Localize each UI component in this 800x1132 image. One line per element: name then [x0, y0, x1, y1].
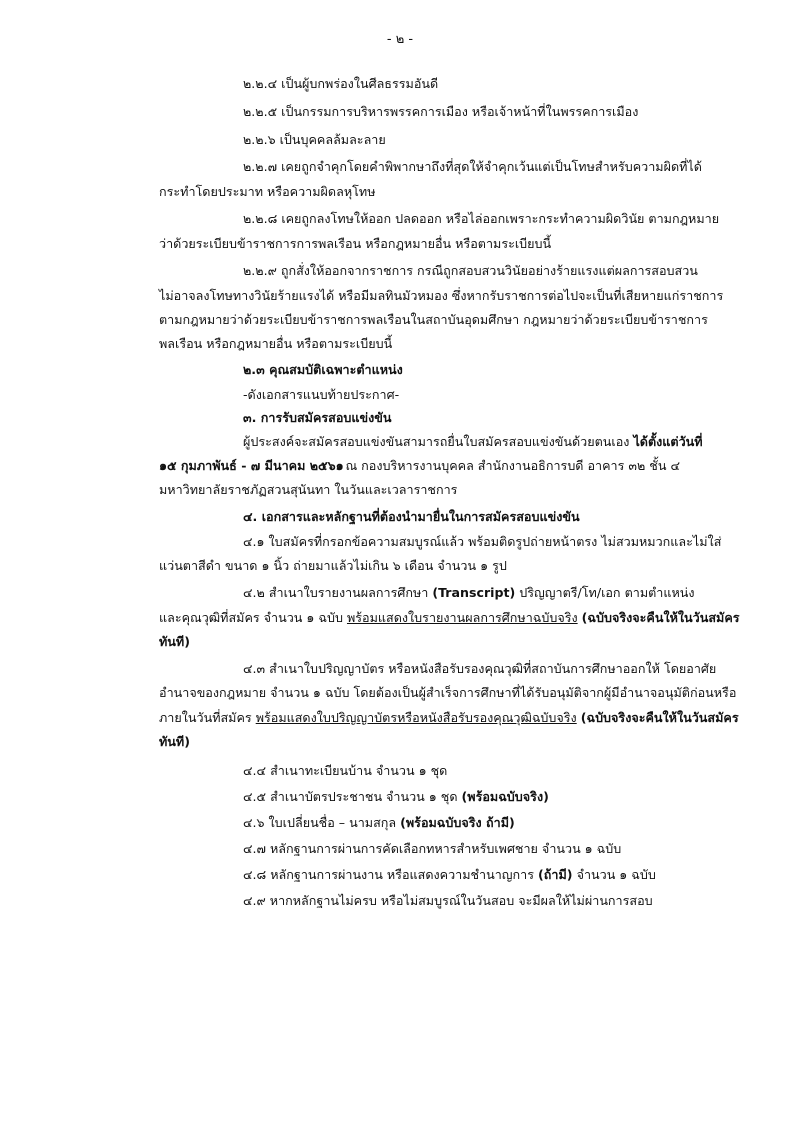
item-4-1-line2: แว่นตาสีดำ ขนาด ๑ นิ้ว ถ่ายมาแล้วไม่เกิน ๖ เดือน จำนวน ๑ รูป — [159, 558, 507, 573]
item-4-3-line1: ๔.๓ สำเนาใบปริญญาบัตร หรือหนังสือรับรองคุณวุฒิที่สถาบันการศึกษาออกให้ โดยอาศัย — [243, 661, 717, 676]
section-2-3-heading: ๒.๓ คุณสมบัติเฉพาะตำแหน่ง — [243, 362, 403, 377]
item-2-2-9-line3: ตามกฎหมายว่าด้วยระเบียบข้าราชการพลเรือนในสถาบันอุดมศึกษา กฎหมายว่าด้วยระเบียบข้าราชการ — [159, 312, 708, 327]
item-4-2-line2: และคุณวุฒิที่สมัคร จำนวน ๑ ฉบับ พร้อมแสดงใบรายงานผลการศึกษาฉบับจริง (ฉบับจริงจะคืนให้ในวันสมัคร — [159, 610, 740, 625]
item-4-6: ๔.๖ ใบเปลี่ยนชื่อ – นามสกุล (พร้อมฉบับจริง ถ้ามี) — [243, 815, 515, 830]
item-2-2-9-line2: ไม่อาจลงโทษทางวินัยร้ายแรงได้ หรือมีมลทินมัวหมอง ซึ่งหากรับราชการต่อไปจะเป็นที่เสียหายแก่ราชการ — [159, 288, 724, 303]
item-2-2-5: ๒.๒.๕ เป็นกรรมการบริหารพรรคการเมือง หรือเจ้าหน้าที่ในพรรคการเมือง — [243, 104, 639, 119]
item-4-4: ๔.๔ สำเนาทะเบียนบ้าน จำนวน ๑ ชุด — [243, 763, 448, 778]
item-4-8: ๔.๘ หลักฐานการผ่านงาน หรือแสดงความชำนาญการ (ถ้ามี) จำนวน ๑ ฉบับ — [243, 867, 656, 882]
item-4-1-line1: ๔.๑ ใบสมัครที่กรอกข้อความสมบูรณ์แล้ว พร้อมติดรูปถ่ายหน้าตรง ไม่สวมหมวกและไม่ใส่ — [243, 534, 722, 549]
item-2-2-7-line2: กระทำโดยประมาท หรือความผิดลหุโทษ — [159, 184, 376, 199]
item-4-3-line3: ภายในวันที่สมัคร พร้อมแสดงใบปริญญาบัตรหรือหนังสือรับรองคุณวุฒิฉบับจริง (ฉบับจริงจะคืนให้ในวันสมัคร — [159, 710, 739, 725]
item-2-2-8-line1: ๒.๒.๘ เคยถูกลงโทษให้ออก ปลดออก หรือไล่ออกเพราะกระทำความผิดวินัย ตามกฎหมาย — [243, 211, 720, 226]
item-4-7: ๔.๗ หลักฐานการผ่านการคัดเลือกทหารสำหรับเพศชาย จำนวน ๑ ฉบับ — [243, 841, 622, 856]
section-3-line1: ผู้ประสงค์จะสมัครสอบแข่งขันสามารถยื่นใบสมัครสอบแข่งขันด้วยตนเอง ได้ตั้งแต่วันที่ — [243, 434, 703, 449]
item-2-2-4: ๒.๒.๔ เป็นผู้บกพร่องในศีลธรรมอันดี — [243, 76, 439, 91]
item-2-2-6: ๒.๒.๖ เป็นบุคคลล้มละลาย — [243, 132, 386, 147]
item-4-5: ๔.๕ สำเนาบัตรประชาชน จำนวน ๑ ชุด (พร้อมฉบับจริง) — [243, 789, 549, 804]
item-4-2-line3: ทันที) — [159, 634, 190, 649]
section-2-3-note: -ดังเอกสารแนบท้ายประกาศ- — [243, 387, 400, 402]
page-number: - ๒ - — [386, 32, 414, 47]
item-2-2-9-line4: พลเรือน หรือกฎหมายอื่น หรือตามระเบียบนี้ — [159, 336, 393, 351]
item-2-2-9-line1: ๒.๒.๙ ถูกสั่งให้ออกจากราชการ กรณีถูกสอบสวนวินัยอย่างร้ายแรงแต่ผลการสอบสวน — [243, 263, 698, 278]
section-3-line2: ๑๕ กุมภาพันธ์ - ๗ มีนาคม ๒๕๖๑ ณ กองบริหารงานบุคคล สำนักงานอธิการบดี อาคาร ๓๒ ชั้น ๔ — [159, 458, 680, 473]
section-3-heading: ๓. การรับสมัครสอบแข่งขัน — [243, 410, 392, 425]
item-4-3-line2: อำนาจของกฎหมาย จำนวน ๑ ฉบับ โดยต้องเป็นผู้สำเร็จการศึกษาที่ได้รับอนุมัติจากผู้มีอำนาจอนุมัติก่อนหรือ — [159, 685, 737, 700]
item-2-2-7-line1: ๒.๒.๗ เคยถูกจำคุกโดยคำพิพากษาถึงที่สุดให้จำคุกเว้นแต่เป็นโทษสำหรับความผิดที่ได้ — [243, 159, 702, 174]
item-2-2-8-line2: ว่าด้วยระเบียบข้าราชการการพลเรือน หรือกฎหมายอื่น หรือตามระเบียบนี้ — [159, 236, 552, 251]
section-3-line3: มหาวิทยาลัยราชภัฏสวนสุนันทา ในวันและเวลาราชการ — [159, 482, 458, 497]
item-4-2-line1: ๔.๒ สำเนาใบรายงานผลการศึกษา (Transcript) ปริญญาตรี/โท/เอก ตามตำแหน่ง — [243, 585, 695, 600]
item-4-3-line4: ทันที) — [159, 734, 190, 749]
section-4-heading: ๔. เอกสารและหลักฐานที่ต้องนำมายื่นในการสมัครสอบแข่งขัน — [243, 509, 580, 524]
item-4-9: ๔.๙ หากหลักฐานไม่ครบ หรือไม่สมบูรณ์ในวันสอบ จะมีผลให้ไม่ผ่านการสอบ — [243, 893, 653, 908]
